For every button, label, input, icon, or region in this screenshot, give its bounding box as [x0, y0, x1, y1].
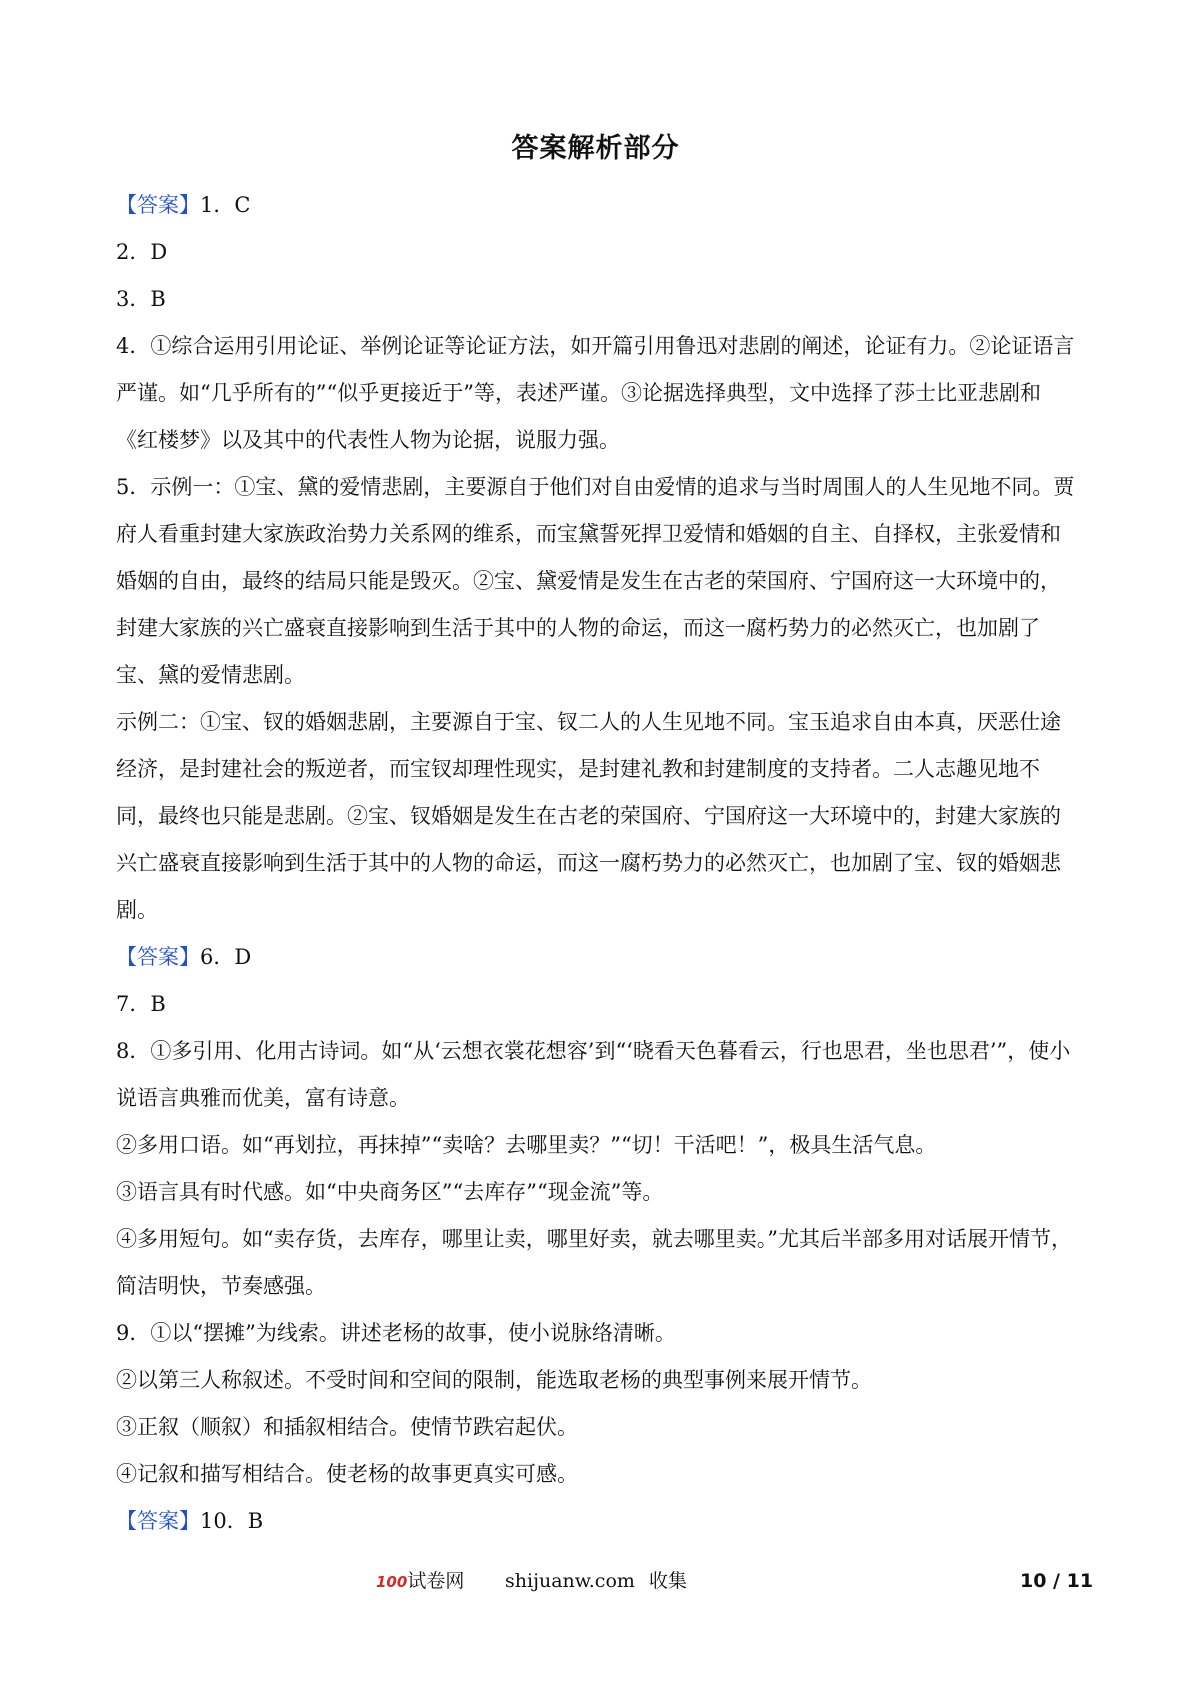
footer-collect: 收集: [649, 1570, 688, 1592]
answer-paragraph: 8．①多引用、化用古诗词。如“从‘云想衣裳花想容’到“‘晓看天色暮看云，行也思君，坐也思君’”，使小说语言典雅而优美，富有诗意。: [116, 1039, 1071, 1110]
page-footer: [0, 1566, 1191, 1596]
answer-paragraph: ②以第三人称叙述。不受时间和空间的限制，能选取老杨的典型事例来展开情节。: [116, 1368, 872, 1392]
answer-line: 3．B: [116, 287, 166, 311]
brand-logo-icon: 100: [376, 1573, 408, 1591]
answer-paragraph: ②多用口语。如“再划拉，再抹掉”“卖啥？去哪里卖？”“切！干活吧！”，极具生活气息。: [116, 1133, 937, 1157]
answer-paragraph: 4．①综合运用引用论证、举例论证等论证方法，如开篇引用鲁迅对悲剧的阐述，论证有力。②论证语言严谨。如“几乎所有的”“似乎更接近于”等，表述严谨。③论据选择典型，文中选择了莎士比亚悲剧和《红楼梦》以及其中的代表性人物为论据，说服力强。: [116, 334, 1075, 452]
footer-brand[interactable]: [376, 1566, 464, 1597]
page-title: 答案解析部分: [511, 133, 680, 164]
answer-paragraph: ④记叙和描写相结合。使老杨的故事更真实可感。: [116, 1462, 578, 1486]
answer-line: 【答案】6．D: [116, 945, 252, 969]
answer-content: [116, 182, 1076, 1545]
answer-line: 【答案】10．B: [116, 1509, 264, 1533]
brand-name: 试卷网: [407, 1570, 465, 1592]
answer-paragraph: ④多用短句。如“卖存货，去库存，哪里让卖，哪里好卖，就去哪里卖。”尤其后半部多用对话展开情节，简洁明快，节奏感强。: [116, 1227, 1072, 1298]
answer-paragraph: ③语言具有时代感。如“中央商务区”“去库存”“现金流”等。: [116, 1180, 664, 1204]
answer-paragraph: 示例二：①宝、钗的婚姻悲剧，主要源自于宝、钗二人的人生见地不同。宝玉追求自由本真，厌恶仕途经济，是封建社会的叛逆者，而宝钗却理性现实，是封建礼教和封建制度的支持者。二人志趣见地不同，最终也只能是悲剧。②宝、钗婚姻是发生在古老的荣国府、宁国府这一大环境中的，封建大家族的兴亡盛衰直接影响到生活于其中的人物的命运，而这一腐朽势力的必然灭亡，也加剧了宝、钗的婚姻悲剧。: [116, 710, 1061, 922]
answer-paragraph: ③正叙（顺叙）和插叙相结合。使情节跌宕起伏。: [116, 1415, 578, 1439]
footer-domain-link[interactable]: shijuanw.com: [505, 1570, 635, 1592]
page-number: 10 / 11: [1020, 1570, 1094, 1592]
answer-tag: 【答案】: [116, 193, 200, 217]
answer-line: 【答案】1．C: [116, 193, 251, 217]
answer-paragraph: 5．示例一：①宝、黛的爱情悲剧，主要源自于他们对自由爱情的追求与当时周围人的人生见地不同。贾府人看重封建大家族政治势力关系网的维系，而宝黛誓死捍卫爱情和婚姻的自主、自择权，主张爱情和婚姻的自由，最终的结局只能是毁灭。②宝、黛爱情是发生在古老的荣国府、宁国府这一大环境中的，封建大家族的兴亡盛衰直接影响到生活于其中的人物的命运，而这一腐朽势力的必然灭亡，也加剧了宝、黛的爱情悲剧。: [116, 475, 1075, 687]
answer-tag: 【答案】: [116, 1509, 200, 1533]
answer-paragraph: 9．①以“摆摊”为线索。讲述老杨的故事，使小说脉络清晰。: [116, 1321, 676, 1345]
answer-line: 2．D: [116, 240, 168, 264]
answer-line: 7．B: [116, 992, 166, 1016]
answer-tag: 【答案】: [116, 945, 200, 969]
